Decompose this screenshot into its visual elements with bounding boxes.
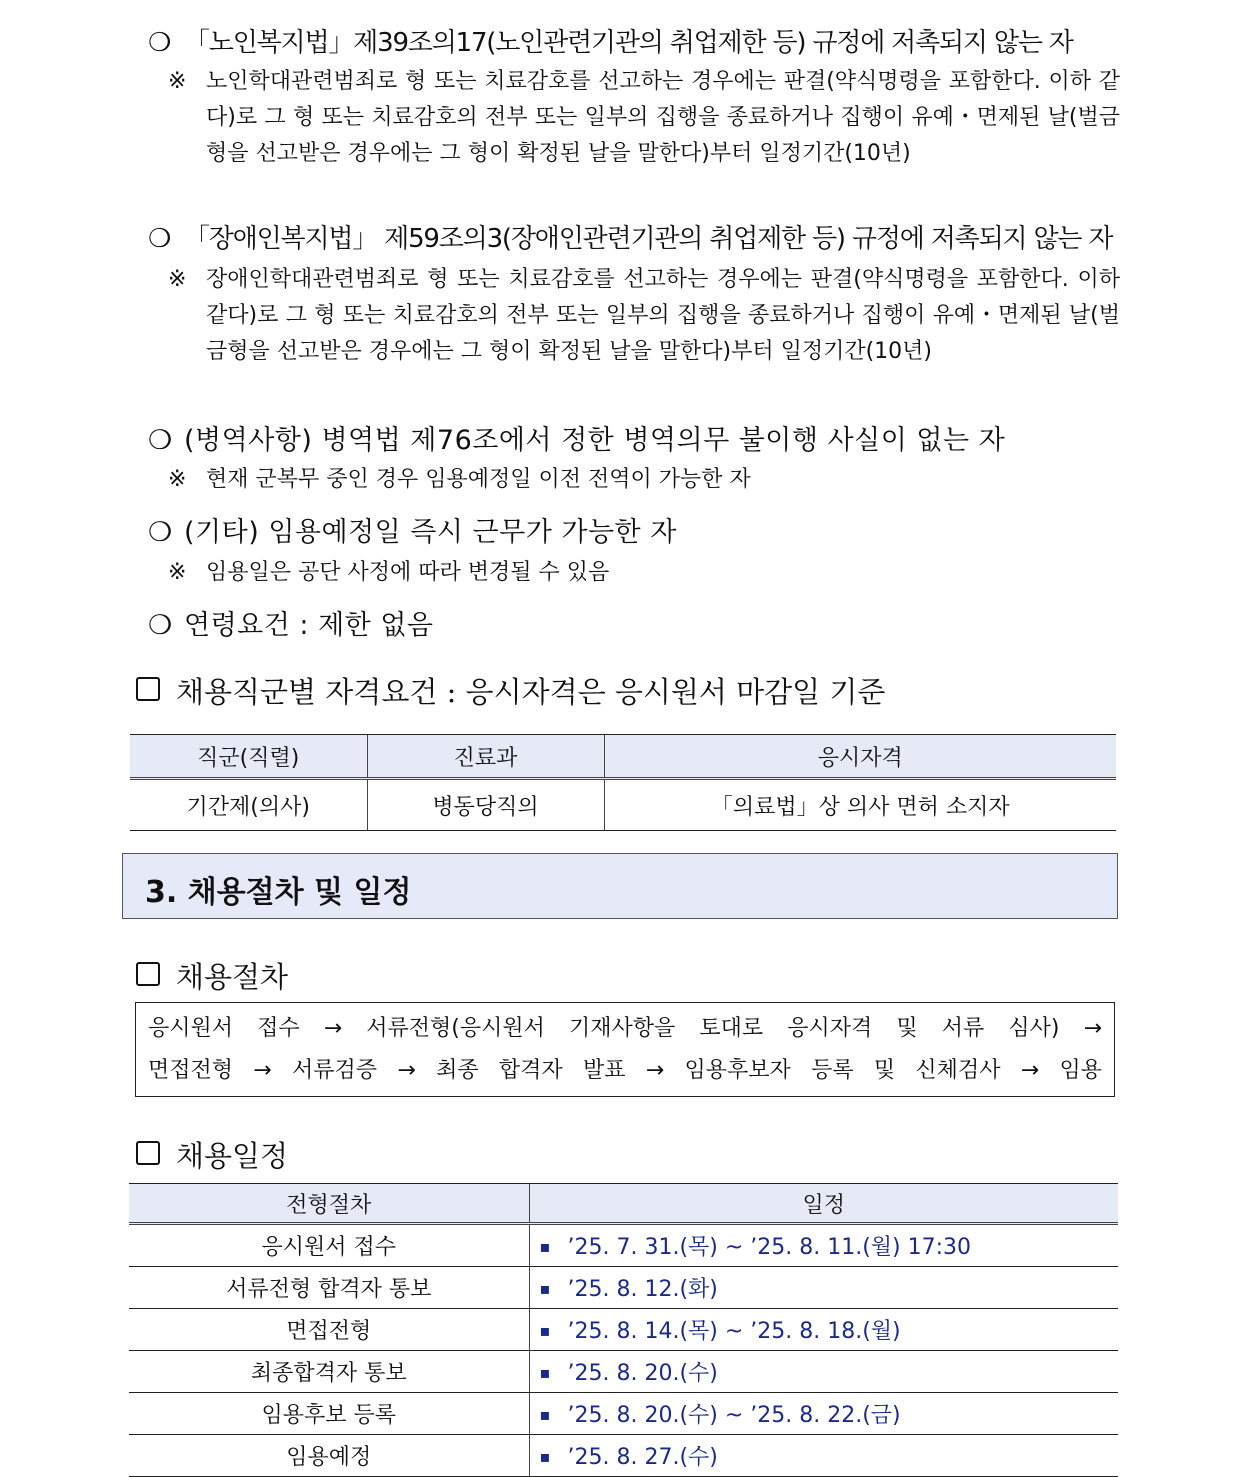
requirement-text: 「노인복지법」제39조의17(노인관련기관의 취업제한 등) 규정에 저촉되지 않는 자 bbox=[184, 28, 1073, 58]
schedule-step: 최종합격자 통보 bbox=[129, 1351, 529, 1393]
circle-bullet-icon: ❍ bbox=[148, 425, 173, 456]
schedule-heading bbox=[136, 1134, 288, 1175]
table-header-cell: 전형절차 bbox=[129, 1184, 529, 1224]
requirement-item bbox=[148, 510, 677, 549]
note-block bbox=[168, 555, 1120, 591]
table-row bbox=[129, 1393, 1118, 1435]
note-text: 노인학대관련범죄로 형 또는 치료감호를 선고하는 경우에는 판결(약식명령을 포함한다. 이하 같다)로 그 형 또는 치료감호의 전부 또는 일부의 집행을 종료하거나 집행이 유예・면제된 날(벌금형을 선고받은 경우에는 그 형이 확정된 날을 말한다)부터 일정기간(10년) bbox=[206, 69, 1120, 166]
circle-bullet-icon: ❍ bbox=[148, 517, 173, 548]
schedule-date-cell bbox=[529, 1393, 1118, 1435]
schedule-step: 임용예정 bbox=[129, 1435, 529, 1477]
schedule-step: 임용후보 등록 bbox=[129, 1393, 529, 1435]
schedule-date-cell bbox=[529, 1351, 1118, 1393]
table-header-cell: 직군(직렬) bbox=[130, 735, 367, 779]
note-text: 현재 군복무 중인 경우 임용예정일 이전 전역이 가능한 자 bbox=[206, 467, 751, 492]
table-row bbox=[129, 1309, 1118, 1351]
procedure-line: 응시원서 접수 → 서류전형(응시원서 기재사항을 토대로 응시자격 및 서류 심사) → bbox=[148, 1016, 1102, 1041]
schedule-date: ’25. 8. 27.(수) bbox=[567, 1445, 718, 1470]
square-bullet-icon bbox=[136, 1141, 160, 1165]
schedule-date-cell bbox=[529, 1224, 1118, 1267]
table-header-row bbox=[130, 735, 1116, 779]
procedure-heading-text: 채용절차 bbox=[176, 960, 289, 994]
square-bullet-icon: ▪ bbox=[539, 1363, 551, 1382]
table-cell: 병동당직의 bbox=[367, 779, 604, 831]
table-row bbox=[129, 1435, 1118, 1477]
requirement-text: (기타) 임용예정일 즉시 근무가 가능한 자 bbox=[184, 517, 677, 548]
schedule-date: ’25. 8. 14.(목) ~ ’25. 8. 18.(월) bbox=[567, 1319, 901, 1344]
note-text: 장애인학대관련범죄로 형 또는 치료감호를 선고하는 경우에는 판결(약식명령을 포함한다. 이하 같다)로 그 형 또는 치료감호의 전부 또는 일부의 집행을 종료하거나 집행이 유예・면제된 날(벌금형을 선고받은 경우에는 그 형이 확정된 날을 말한다)부터 일정기간(10년) bbox=[206, 267, 1120, 364]
schedule-date-cell bbox=[529, 1267, 1118, 1309]
table-header-cell: 일정 bbox=[529, 1184, 1118, 1224]
circle-bullet-icon: ❍ bbox=[148, 28, 171, 58]
schedule-date: ’25. 8. 20.(수) ~ ’25. 8. 22.(금) bbox=[567, 1403, 901, 1428]
circle-bullet-icon: ❍ bbox=[148, 224, 171, 254]
requirement-item bbox=[148, 22, 1073, 59]
schedule-table bbox=[129, 1183, 1118, 1477]
note-block bbox=[168, 462, 1120, 498]
section-title: 3. 채용절차 및 일정 bbox=[145, 875, 412, 910]
table-cell: 기간제(의사) bbox=[130, 779, 367, 831]
square-bullet-icon bbox=[136, 677, 160, 701]
table-row bbox=[130, 779, 1116, 831]
schedule-date: ’25. 8. 12.(화) bbox=[567, 1277, 718, 1302]
requirement-text: 연령요건 : 제한 없음 bbox=[184, 610, 434, 641]
requirement-item bbox=[148, 218, 1112, 255]
procedure-heading bbox=[136, 955, 288, 996]
procedure-box bbox=[135, 1002, 1115, 1097]
schedule-step: 응시원서 접수 bbox=[129, 1224, 529, 1267]
requirement-text: 「장애인복지법」 제59조의3(장애인관련기관의 취업제한 등) 규정에 저촉되지 않는 자 bbox=[184, 224, 1113, 254]
qualification-table bbox=[130, 734, 1116, 831]
schedule-heading-text: 채용일정 bbox=[176, 1139, 289, 1173]
note-block bbox=[168, 262, 1120, 370]
qualification-heading-text: 채용직군별 자격요건 : 응시자격은 응시원서 마감일 기준 bbox=[176, 675, 886, 709]
table-header-cell: 응시자격 bbox=[604, 735, 1116, 779]
reference-mark-icon: ※ bbox=[168, 560, 187, 585]
requirement-item bbox=[148, 418, 1005, 457]
square-bullet-icon bbox=[136, 962, 160, 986]
square-bullet-icon: ▪ bbox=[539, 1405, 551, 1424]
requirement-text: (병역사항) 병역법 제76조에서 정한 병역의무 불이행 사실이 없는 자 bbox=[184, 425, 1006, 456]
table-row bbox=[129, 1224, 1118, 1267]
table-row bbox=[129, 1267, 1118, 1309]
square-bullet-icon: ▪ bbox=[539, 1321, 551, 1340]
square-bullet-icon: ▪ bbox=[539, 1279, 551, 1298]
square-bullet-icon: ▪ bbox=[539, 1447, 551, 1466]
qualification-heading bbox=[136, 670, 885, 711]
note-text: 임용일은 공단 사정에 따라 변경될 수 있음 bbox=[206, 560, 610, 585]
schedule-date-cell bbox=[529, 1435, 1118, 1477]
schedule-date-cell bbox=[529, 1309, 1118, 1351]
table-header-row bbox=[129, 1184, 1118, 1224]
note-block bbox=[168, 64, 1120, 172]
table-row bbox=[129, 1351, 1118, 1393]
section-header bbox=[122, 853, 1118, 919]
schedule-step: 면접전형 bbox=[129, 1309, 529, 1351]
table-cell: 「의료법」상 의사 면허 소지자 bbox=[604, 779, 1116, 831]
schedule-date: ’25. 8. 20.(수) bbox=[567, 1361, 718, 1386]
reference-mark-icon: ※ bbox=[168, 69, 187, 94]
schedule-step: 서류전형 합격자 통보 bbox=[129, 1267, 529, 1309]
requirement-item bbox=[148, 603, 434, 642]
square-bullet-icon: ▪ bbox=[539, 1237, 551, 1256]
procedure-line: 면접전형 → 서류검증 → 최종 합격자 발표 → 임용후보자 등록 및 신체검사 → 임용 bbox=[148, 1058, 1102, 1083]
table-header-cell: 진료과 bbox=[367, 735, 604, 779]
schedule-date: ’25. 7. 31.(목) ~ ’25. 8. 11.(월) 17:30 bbox=[567, 1235, 972, 1260]
reference-mark-icon: ※ bbox=[168, 467, 187, 492]
circle-bullet-icon: ❍ bbox=[148, 610, 173, 641]
reference-mark-icon: ※ bbox=[168, 267, 187, 292]
